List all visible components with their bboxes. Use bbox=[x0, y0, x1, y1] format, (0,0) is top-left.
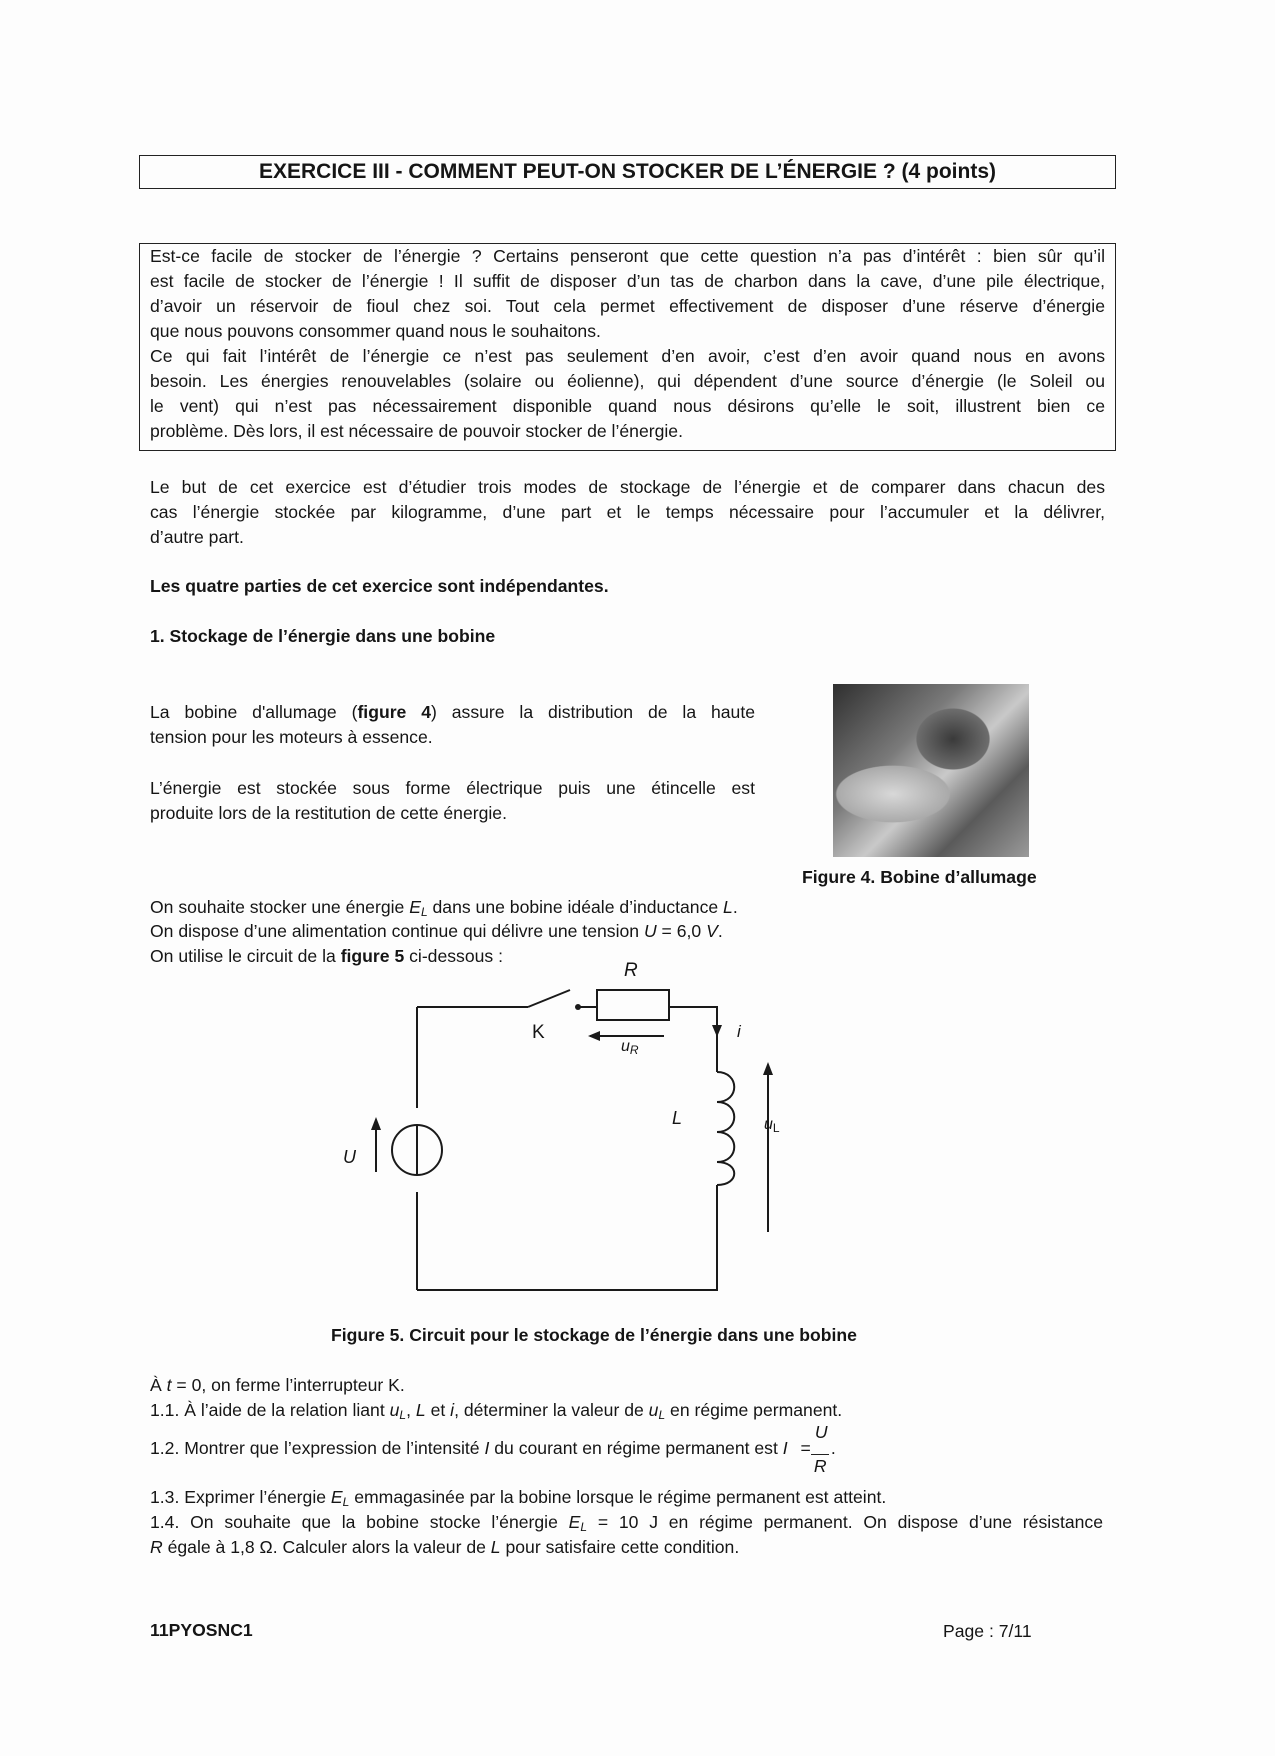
label-i: i bbox=[737, 1022, 741, 1041]
resistor-R bbox=[597, 990, 669, 1020]
fraction-bar bbox=[811, 1454, 829, 1455]
coil-text-line: produite lors de la restitution de cette énergie. bbox=[150, 803, 507, 823]
symbol-L: L bbox=[490, 1537, 501, 1557]
intro-line: Est-ce facile de stocker de l’énergie ? Certains penseront que cette question n’a pas d’intérêt : bien sûr qu’il bbox=[150, 246, 1105, 266]
q-text: . bbox=[830, 1438, 836, 1458]
independent-note: Les quatre parties de cet exercice sont indépendantes. bbox=[150, 576, 609, 596]
U-arrow-head bbox=[371, 1117, 381, 1130]
symbol-u: u bbox=[389, 1400, 400, 1420]
q-text: 1.1. À l’aide de la relation liant bbox=[150, 1400, 390, 1420]
q-text: égale à 1,8 Ω. Calculer alors la valeur de bbox=[162, 1537, 491, 1557]
intro-line: que nous pouvons consommer quand nous le souhaitons. bbox=[150, 321, 601, 341]
symbol-R: R bbox=[150, 1537, 163, 1557]
fraction-num: U bbox=[814, 1422, 828, 1442]
q-text: = 10 J en régime permanent. On dispose d’une résistance bbox=[587, 1512, 1103, 1532]
figure5-ref: figure 5 bbox=[340, 946, 405, 966]
intro-line: problème. Dès lors, il est nécessaire de pouvoir stocker de l’énergie. bbox=[150, 421, 683, 441]
unit-V: V bbox=[706, 921, 718, 941]
q-text: du courant en régime permanent est bbox=[489, 1438, 783, 1458]
q-text: en régime permanent. bbox=[665, 1400, 843, 1420]
label-R: R bbox=[624, 960, 638, 981]
inductor-L bbox=[717, 1072, 734, 1185]
setup-text: dans une bobine idéale d’inductance bbox=[427, 897, 724, 917]
symbol-sub: L bbox=[342, 1495, 350, 1509]
label-K: K bbox=[532, 1022, 545, 1043]
goal-line: cas l’énergie stockée par kilogramme, d’une part et le temps nécessaire pour l’accumuler et la délivrer, bbox=[150, 502, 1105, 522]
symbol-sub: L bbox=[658, 1408, 666, 1422]
setup-text: = 6,0 bbox=[656, 921, 707, 941]
q-text: À bbox=[150, 1375, 167, 1395]
q-text: = 0, on ferme l’interrupteur K. bbox=[171, 1375, 405, 1395]
goal-line: Le but de cet exercice est d’étudier trois modes de stockage de l’énergie et de comparer dans chacun des bbox=[150, 477, 1105, 497]
q-text: et bbox=[425, 1400, 451, 1420]
symbol-I: I bbox=[484, 1438, 490, 1458]
intro-line: Ce qui fait l’intérêt de l’énergie ce n’est pas seulement d’en avoir, c’est d’en avoir quand nous en avons bbox=[150, 346, 1105, 366]
equals-sign: = bbox=[800, 1438, 811, 1458]
intro-line: le vent) qui n’est pas nécessairement disponible quand nous désirons qu’elle le soit, illustrent bien ce bbox=[150, 396, 1105, 416]
q-text: 1.4. On souhaite que la bobine stocke l’énergie bbox=[150, 1512, 569, 1532]
symbol-L: L bbox=[415, 1400, 426, 1420]
symbol-I: I bbox=[782, 1438, 788, 1458]
exercise-title: EXERCICE III - COMMENT PEUT-ON STOCKER DE L’ÉNERGIE ? (4 points) bbox=[259, 160, 996, 183]
label-uR-sub: R bbox=[629, 1043, 639, 1057]
figure5-caption: Figure 5. Circuit pour le stockage de l’énergie dans une bobine bbox=[331, 1325, 857, 1345]
intro-line: d’avoir un réservoir de fioul chez soi. Tout cela permet effectivement de disposer d’une réserve d’énergie bbox=[150, 296, 1105, 316]
symbol-sub: L bbox=[399, 1408, 407, 1422]
symbol-u: u bbox=[648, 1400, 659, 1420]
coil-text-line: L’énergie est stockée sous forme électrique puis une étincelle est bbox=[150, 778, 755, 798]
coil-text-part: ) assure la distribution de la haute bbox=[431, 702, 756, 722]
question-1-1 bbox=[150, 1400, 842, 1422]
label-L: L bbox=[672, 1108, 683, 1128]
fraction-U-over-R bbox=[811, 1422, 831, 1476]
section1-heading: 1. Stockage de l’énergie dans une bobine bbox=[150, 626, 496, 646]
figure4-ref: figure 4 bbox=[357, 702, 431, 722]
question-1-3 bbox=[150, 1487, 886, 1509]
intro-line: est facile de stocker de l’énergie ! Il suffit de disposer d’un tas de charbon dans la cave, d’une pile électrique, bbox=[150, 271, 1105, 291]
footer-code: 11PYOSNC1 bbox=[150, 1620, 253, 1640]
figure4-caption: Figure 4. Bobine d’allumage bbox=[802, 867, 1037, 887]
symbol-E: E bbox=[330, 1487, 343, 1507]
goal-line: d’autre part. bbox=[150, 527, 244, 547]
symbol-E: E bbox=[568, 1512, 581, 1532]
symbol-L: L bbox=[723, 897, 733, 917]
coil-text-line: tension pour les moteurs à essence. bbox=[150, 727, 433, 747]
uR-arrow-head bbox=[588, 1031, 600, 1041]
label-uL bbox=[764, 1116, 780, 1135]
intro-line: besoin. Les énergies renouvelables (solaire ou éolienne), qui dépendent d’une source d’énergie (le Soleil ou bbox=[150, 371, 1105, 391]
label-uL-main: u bbox=[764, 1116, 773, 1133]
uL-arrow-head bbox=[763, 1062, 773, 1075]
label-uR-main: u bbox=[621, 1038, 630, 1055]
coil-text-part: La bobine d'allumage ( bbox=[150, 702, 358, 722]
question-1-4 bbox=[150, 1512, 1103, 1534]
q-text: , bbox=[406, 1400, 416, 1420]
label-uR bbox=[621, 1038, 639, 1057]
q-text: 1.2. Montrer que l’expression de l’intensité bbox=[150, 1438, 485, 1458]
t0-line bbox=[150, 1375, 405, 1396]
question-1-4-cont bbox=[150, 1537, 739, 1558]
footer-page-number: Page : 7/11 bbox=[943, 1621, 1032, 1641]
q-text: 1.3. Exprimer l’énergie bbox=[150, 1487, 331, 1507]
switch-K-blade bbox=[528, 990, 570, 1007]
label-U: U bbox=[343, 1147, 356, 1167]
symbol-t: t bbox=[166, 1375, 172, 1395]
label-uL-sub: L bbox=[772, 1121, 780, 1135]
symbol-U: U bbox=[643, 921, 657, 941]
symbol-i: i bbox=[450, 1400, 455, 1420]
symbol-sub: L bbox=[420, 905, 428, 919]
symbol-E: E bbox=[409, 897, 421, 917]
setup-text: On souhaite stocker une énergie bbox=[150, 897, 410, 917]
setup-text: . bbox=[717, 921, 723, 941]
wire-bottom bbox=[417, 1185, 717, 1290]
current-arrow bbox=[712, 1025, 722, 1037]
q-text: pour satisfaire cette condition. bbox=[500, 1537, 740, 1557]
setup-text: ci-dessous : bbox=[404, 946, 503, 966]
fraction-den: R bbox=[813, 1456, 827, 1476]
setup-text: . bbox=[732, 897, 738, 917]
wire-top-right bbox=[669, 1007, 717, 1072]
symbol-sub: L bbox=[580, 1520, 588, 1534]
q-text: emmagasinée par la bobine lorsque le régime permanent est atteint. bbox=[349, 1487, 887, 1507]
setup-text: On utilise le circuit de la bbox=[150, 946, 341, 966]
switch-contact bbox=[575, 1004, 581, 1010]
question-1-2 bbox=[150, 1422, 836, 1476]
setup-text: On dispose d’une alimentation continue qui délivre une tension bbox=[150, 921, 644, 941]
q-text: , déterminer la valeur de bbox=[454, 1400, 649, 1420]
